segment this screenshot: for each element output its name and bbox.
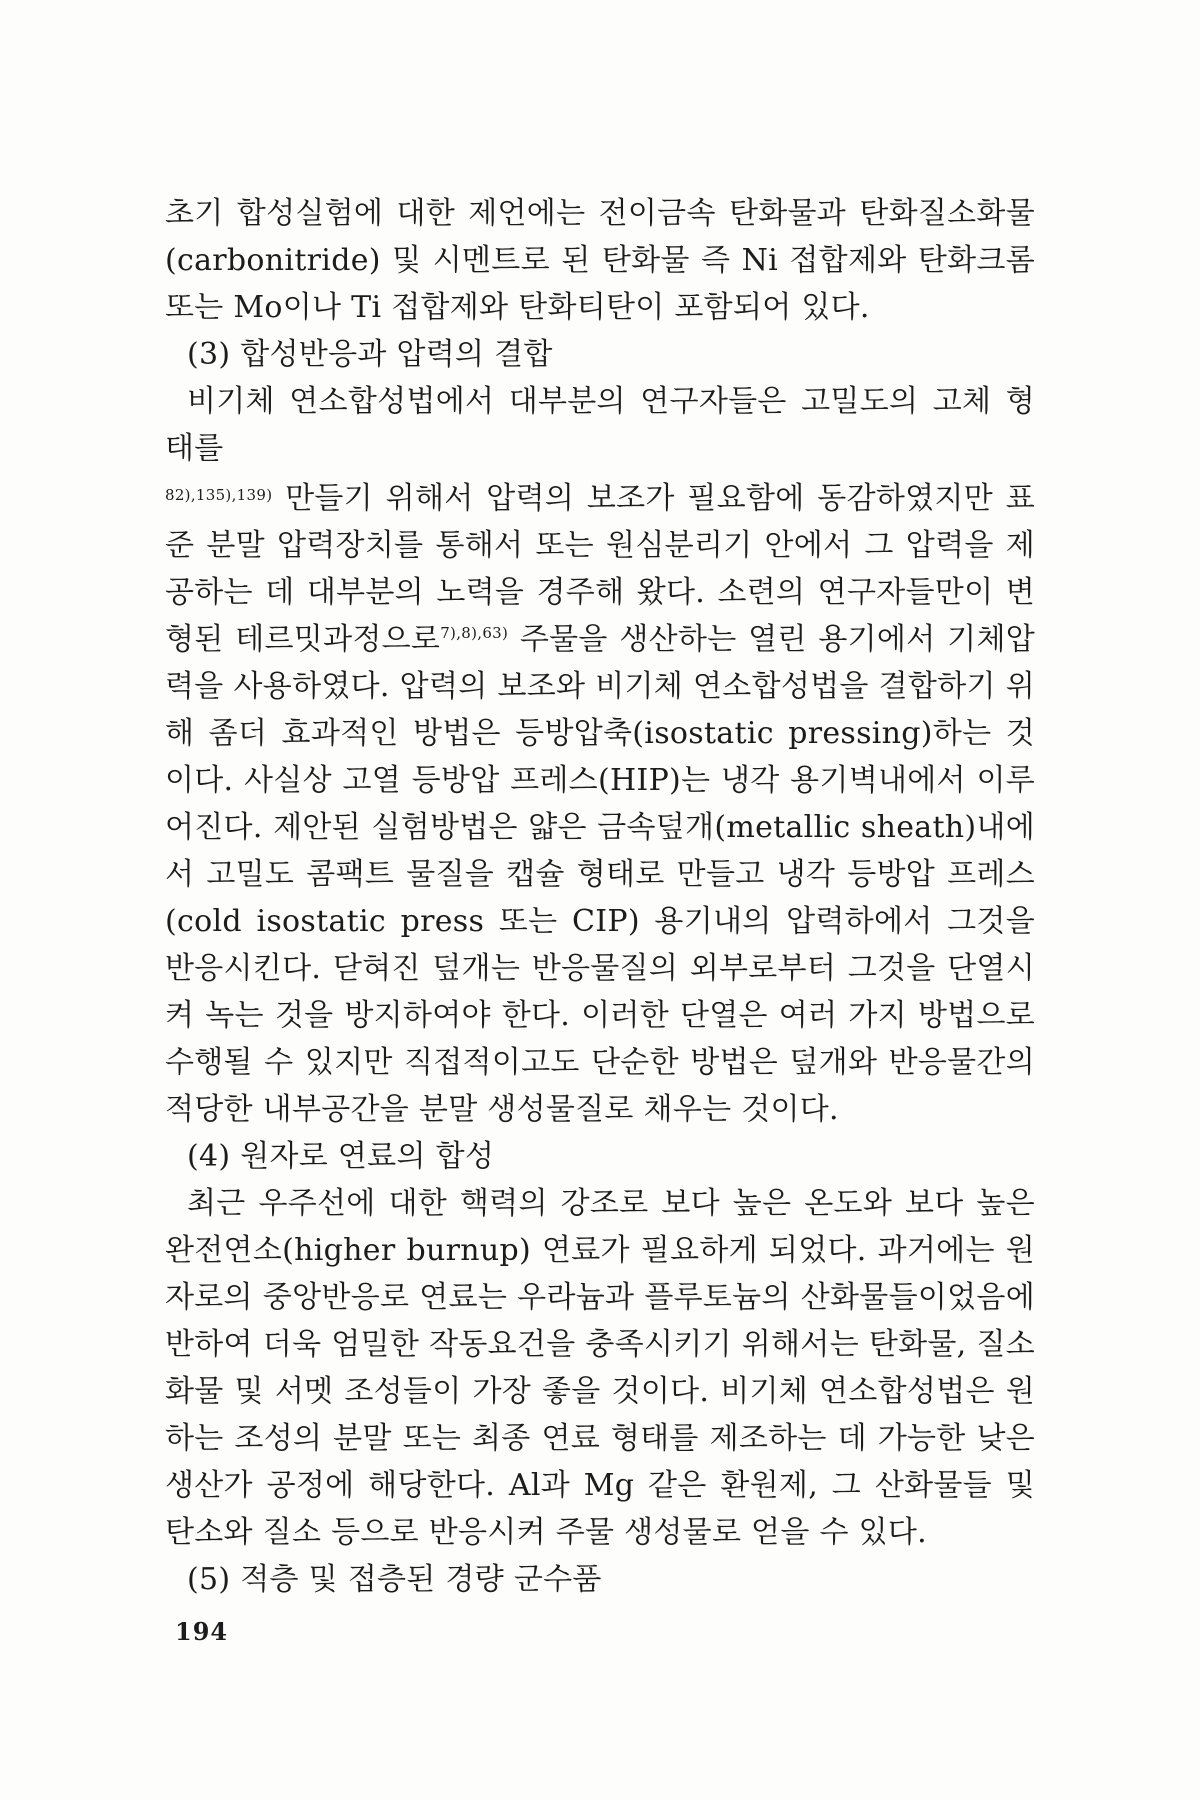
paragraph-pressure-text-b: 만들기 위해서 압력의 보조가 필요함에 동감하였지만 표준 분말 압력장치를 통해서 또는 원심분리기 안에서 그 압력을 제공하는 데 대부분의 노력을 경주해 왔다. 소련의 연구자들만이 변형된 테르밋과정으로 (165, 481, 1035, 657)
paragraph-reactor-fuel (165, 1180, 1035, 1556)
paragraph-reactor-fuel-text: 최근 우주선에 대한 핵력의 강조로 보다 높은 온도와 보다 높은 완전연소(higher burnup) 연료가 필요하게 되었다. 과거에는 원자로의 중앙반응로 연료는 우라늄과 플루토늄의 산화물들이었음에 반하여 더욱 엄밀한 작동요건을 충족시키기 위해서는 탄화물, 질소화물 및 서멧 조성들이 가장 좋을 것이다. 비기체 연소합성법은 원하는 조성의 분말 또는 최종 연료 형태를 제조하는 데 가능한 낮은 생산가 공정에 해당한다. Al과 Mg 같은 환원제, 그 산화물들 및 탄소와 질소 등으로 반응시켜 주물 생성물로 얻을 수 있다. (165, 1186, 1035, 1550)
paragraph-pressure (165, 378, 1035, 1133)
page-body (165, 190, 1035, 1603)
paragraph-intro (165, 190, 1035, 331)
page-number: 194 (175, 1617, 229, 1646)
paragraph-pressure-text-a: 비기체 연소합성법에서 대부분의 연구자들은 고밀도의 고체 형태를 (165, 384, 1035, 466)
section-heading-5: (5) 적층 및 접층된 경량 군수품 (187, 1562, 602, 1597)
section-heading-4: (4) 원자로 연료의 합성 (187, 1139, 495, 1174)
paragraph-intro-text: 초기 합성실험에 대한 제언에는 전이금속 탄화물과 탄화질소화물(carbonitride) 및 시멘트로 된 탄화물 즉 Ni 접합제와 탄화크롬 또는 Mo이나 Ti 접합제와 탄화티탄이 포함되어 있다. (165, 196, 1035, 325)
section-heading-3: (3) 합성반응과 압력의 결합 (187, 337, 553, 372)
reference-superscript-1: 82),135),139) (165, 486, 273, 504)
paragraph-pressure-text-c: 주물을 생산하는 열린 용기에서 기체압력을 사용하였다. 압력의 보조와 비기체 연소합성법을 결합하기 위해 좀더 효과적인 방법은 등방압축(isostatic pressing)하는 것이다. 사실상 고열 등방압 프레스(HIP)는 냉각 용기벽내에서 이루어진다. 제안된 실험방법은 얇은 금속덮개(metallic sheath)내에서 고밀도 콤팩트 물질을 캡슐 형태로 만들고 냉각 등방압 프레스(cold isostatic press 또는 CIP) 용기내의 압력하에서 그것을 반응시킨다. 닫혀진 덮개는 반응물질의 외부로부터 그것을 단열시켜 녹는 것을 방지하여야 한다. 이러한 단열은 여러 가지 방법으로 수행될 수 있지만 직접적이고도 단순한 방법은 덮개와 반응물간의 적당한 내부공간을 분말 생성물질로 채우는 것이다. (165, 622, 1035, 1127)
reference-superscript-2: 7),8),63) (440, 624, 509, 642)
